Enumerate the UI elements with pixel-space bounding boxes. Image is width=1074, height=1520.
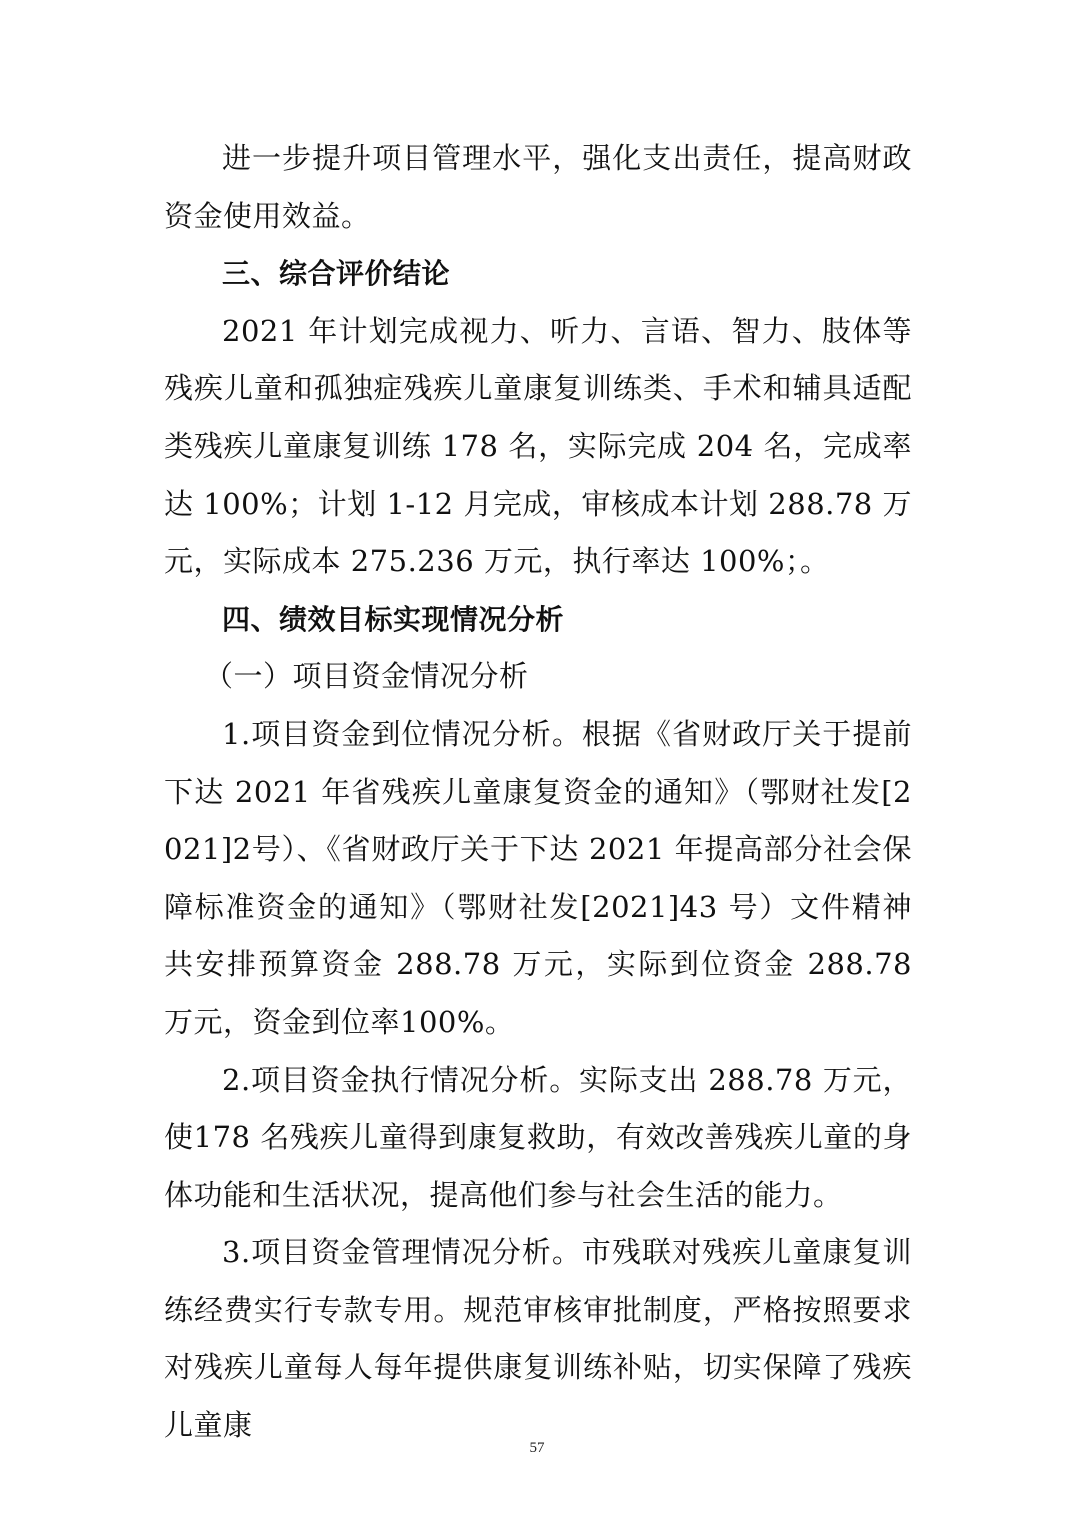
paragraph-funds-management: 3.项目资金管理情况分析。市残联对残疾儿童康复训练经费实行专款专用。规范审核审批制度，严格按照要求对残疾儿童每人每年提供康复训练补贴，切实保障了残疾儿童康 — [164, 1235, 912, 1443]
section-heading-conclusion: 三、综合评价结论 — [222, 257, 451, 291]
paragraph-funds-arrival: 1.项目资金到位情况分析。根据《省财政厅关于提前下达 2021 年省残疾儿童康复资金的通知》（鄂财社发[2021]2号）、《省财政厅关于下达 2021 年提高部分社会保障标准资金的通知》（鄂财社发[2021]43 号）文件精神共安排预算资金 288.78 万元，实际到位资金 288.78 万元，资金到位率100%。 — [164, 716, 912, 1039]
page-number: 57 — [529, 1440, 545, 1456]
paragraph-funds-execution: 2.项目资金执行情况分析。实际支出 288.78 万元，使178 名残疾儿童得到康复救助，有效改善残疾儿童的身体功能和生活状况，提高他们参与社会生活的能力。 — [164, 1062, 912, 1212]
page-body — [164, 130, 912, 1455]
paragraph-continuation: 进一步提升项目管理水平，强化支出责任，提高财政资金使用效益。 — [164, 141, 912, 233]
section-heading-performance-analysis: 四、绩效目标实现情况分析 — [222, 602, 565, 636]
paragraph-conclusion: 2021 年计划完成视力、听力、言语、智力、肢体等残疾儿童和孤独症残疾儿童康复训练类、手术和辅具适配类残疾儿童康复训练 178 名，实际完成 204 名，完成率达 100%；计划 1-12 月完成，审核成本计划 288.78 万元，实际成本 275.236 万元，执行率达 100%；。 — [164, 313, 912, 579]
subsection-heading-funds: （一）项目资金情况分析 — [204, 659, 529, 694]
